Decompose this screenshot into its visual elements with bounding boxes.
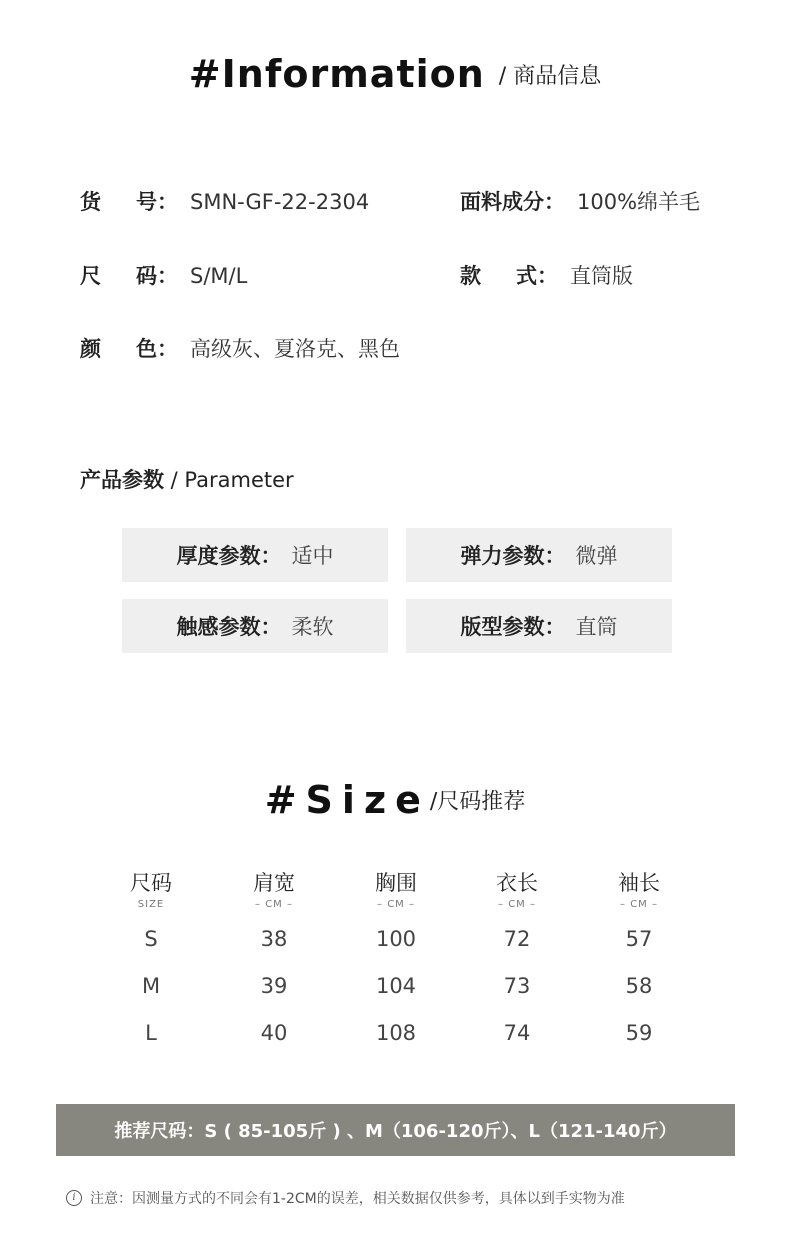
column-subheader: – CM – (255, 899, 293, 910)
sleeve-column (579, 870, 699, 1057)
param-label: 版型参数： (460, 615, 566, 639)
column-subheader: – CM – (620, 899, 658, 910)
item-number-label: 货 号： (80, 190, 178, 214)
fabric-field (460, 186, 700, 216)
color-field (80, 333, 400, 363)
param-fit-box (406, 599, 672, 653)
param-touch-box (122, 599, 388, 653)
style-value: 直筒版 (570, 264, 633, 288)
size-field (80, 260, 247, 290)
item-number-field (80, 186, 369, 216)
table-cell: 74 (503, 1021, 531, 1045)
column-header: 衣长 (496, 871, 538, 895)
table-cell: 73 (503, 974, 531, 998)
param-value: 微弹 (575, 544, 618, 568)
size-value: S/M/L (190, 264, 248, 288)
column-header: 肩宽 (253, 871, 295, 895)
chest-column (336, 870, 456, 1057)
table-cell: 58 (625, 974, 653, 998)
table-cell: L (145, 1021, 157, 1045)
information-heading (0, 52, 790, 96)
table-cell: 38 (260, 927, 288, 951)
column-header: 尺码 (130, 871, 172, 895)
param-label: 触感参数： (176, 615, 282, 639)
size-recommendation-bar (56, 1104, 735, 1156)
table-cell: M (141, 974, 161, 998)
parameter-heading (80, 464, 294, 494)
param-elasticity-box (406, 528, 672, 582)
note-text: 注意：因测量方式的不同会有1-2CM的误差，相关数据仅供参考，具体以到手实物为准 (90, 1191, 625, 1207)
size-heading (0, 778, 790, 822)
item-number-value: SMN-GF-22-2304 (190, 190, 370, 214)
shoulder-column (214, 870, 334, 1057)
color-value: 高级灰、夏洛克、黑色 (190, 337, 400, 361)
information-title: #Information (188, 52, 485, 96)
fabric-value: 100%绵羊毛 (577, 190, 701, 214)
size-subtitle: /尺码推荐 (429, 789, 526, 815)
param-value: 直筒 (575, 615, 618, 639)
param-label: 厚度参数： (176, 544, 282, 568)
table-cell: 59 (625, 1021, 653, 1045)
column-subheader: SIZE (137, 899, 165, 910)
param-value: 柔软 (291, 615, 334, 639)
table-cell: 39 (260, 974, 288, 998)
table-cell: 108 (375, 1021, 417, 1045)
column-header: 袖长 (618, 871, 660, 895)
table-cell: S (144, 927, 158, 951)
table-cell: 72 (503, 927, 531, 951)
info-circle-icon: i (66, 1190, 82, 1206)
param-thickness-box (122, 528, 388, 582)
table-cell: 104 (375, 974, 417, 998)
style-field (460, 260, 633, 290)
column-header: 胸围 (375, 871, 417, 895)
fabric-label: 面料成分： (460, 190, 565, 214)
size-column (91, 870, 211, 1057)
information-subtitle: / 商品信息 (498, 63, 602, 89)
style-label: 款 式： (460, 264, 558, 288)
param-label: 弹力参数： (460, 544, 566, 568)
table-cell: 100 (375, 927, 417, 951)
column-subheader: – CM – (498, 899, 536, 910)
parameter-heading-cn: 产品参数 (80, 468, 164, 492)
parameter-heading-en: / Parameter (164, 468, 294, 492)
length-column (457, 870, 577, 1057)
param-value: 适中 (291, 544, 334, 568)
size-title: #Size (264, 778, 430, 822)
size-recommendation-text: 推荐尺码：S ( 85-105斤 ) 、M（106-120斤）、L（121-140斤） (114, 1121, 677, 1142)
table-cell: 40 (260, 1021, 288, 1045)
column-subheader: – CM – (377, 899, 415, 910)
color-label: 颜 色： (80, 337, 178, 361)
table-cell: 57 (625, 927, 653, 951)
measurement-note (66, 1188, 625, 1208)
size-label: 尺 码： (80, 264, 178, 288)
